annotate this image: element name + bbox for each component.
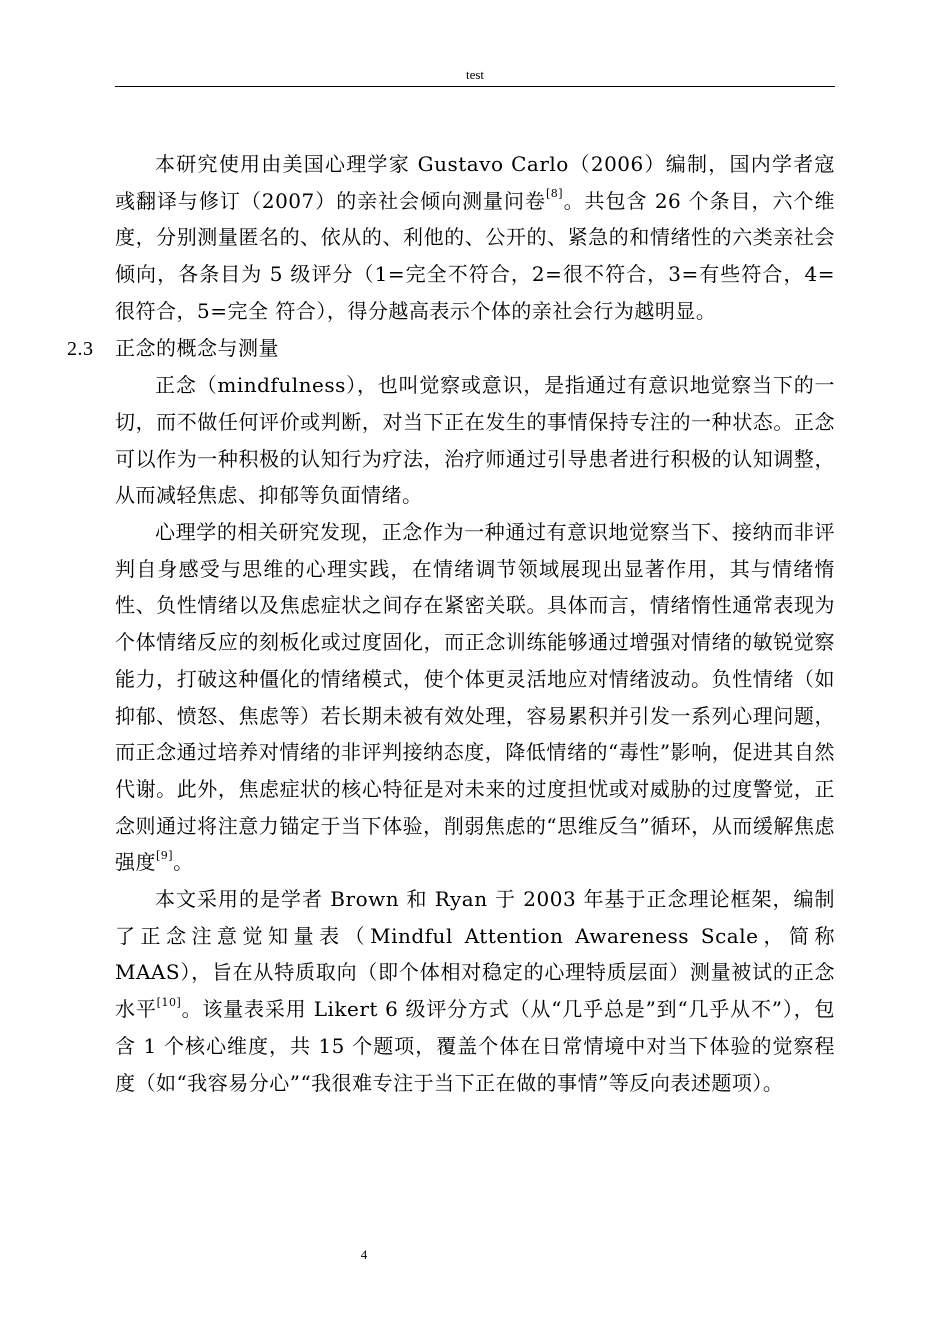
paragraph-4-text: 本文采用的是学者 Brown 和 Ryan 于 2003 年基于正念理论框架，编制了正念注意觉知量表（Mindful Attention Awareness Scale，简称MAAS），旨在从特质取向（即个体相对稳定的心理特质层面）测量被试的正念水平 <box>115 887 835 1022</box>
section-heading <box>67 330 835 368</box>
paragraph-1 <box>115 146 835 330</box>
paragraph-3-tail: 。 <box>173 850 194 875</box>
paragraph-3-text: 心理学的相关研究发现，正念作为一种通过有意识地觉察当下、接纳而非评判自身感受与思维的心理实践，在情绪调节领域展现出显著作用，其与情绪惰性、负性情绪以及焦虑症状之间存在紧密关联。具体而言，情绪惰性通常表现为个体情绪反应的刻板化或过度固化，而正念训练能够通过增强对情绪的敏锐觉察能力，打破这种僵化的情绪模式，使个体更灵活地应对情绪波动。负性情绪（如抑郁、愤怒、焦虑等）若长期未被有效处理，容易累积并引发一系列心理问题，而正念通过培养对情绪的非评判接纳态度，降低情绪的“毒性”影响，促进其自然代谢。此外，焦虑症状的核心特征是对未来的过度担忧或对威胁的过度警觉，正念则通过将注意力锚定于当下体验，削弱焦虑的“思维反刍”循环，从而缓解焦虑强度 <box>115 520 835 875</box>
section-title: 正念的概念与测量 <box>115 335 279 360</box>
paragraph-1-tail: 。共包含 26 个条目，六个维度，分别测量匿名的、依从的、利他的、公开的、紧急的和情绪性的六类亲社会倾向，各条目为 5 级评分（1=完全不符合，2=很不符合，3=有些符合，4=很符合，5=完全 符合），得分越高表示个体的亲社会行为越明显。 <box>115 188 835 323</box>
paragraph-3 <box>115 514 835 881</box>
paragraph-4-tail: 。该量表采用 Likert 6 级评分方式（从“几乎总是”到“几乎从不”），包含 1 个核心维度，共 15 个题项，覆盖个体在日常情境中对当下体验的觉察程度（如“我容易分心”“我很难专注于当下正在做的事情”等反向表述题项）。 <box>115 997 835 1095</box>
section-number: 2.3 <box>67 337 94 360</box>
paragraph-4 <box>115 881 835 1101</box>
running-header: test <box>465 67 485 82</box>
page-number: 4 <box>360 1247 368 1262</box>
citation-8: [8] <box>546 187 564 201</box>
header-rule <box>115 86 835 87</box>
paragraph-1-text: 本研究使用由美国心理学家 Gustavo Carlo（2006）编制，国内学者寇彧翻译与修订（2007）的亲社会倾向测量问卷 <box>115 152 835 213</box>
document-body <box>67 146 835 1101</box>
citation-9: [9] <box>156 848 174 862</box>
citation-10: [10] <box>156 995 182 1009</box>
paragraph-2: 正念（mindfulness），也叫觉察或意识，是指通过有意识地觉察当下的一切，而不做任何评价或判断，对当下正在发生的事情保持专注的一种状态。正念可以作为一种积极的认知行为疗法，治疗师通过引导患者进行积极的认知调整，从而减轻焦虑、抑郁等负面情绪。 <box>115 373 835 508</box>
